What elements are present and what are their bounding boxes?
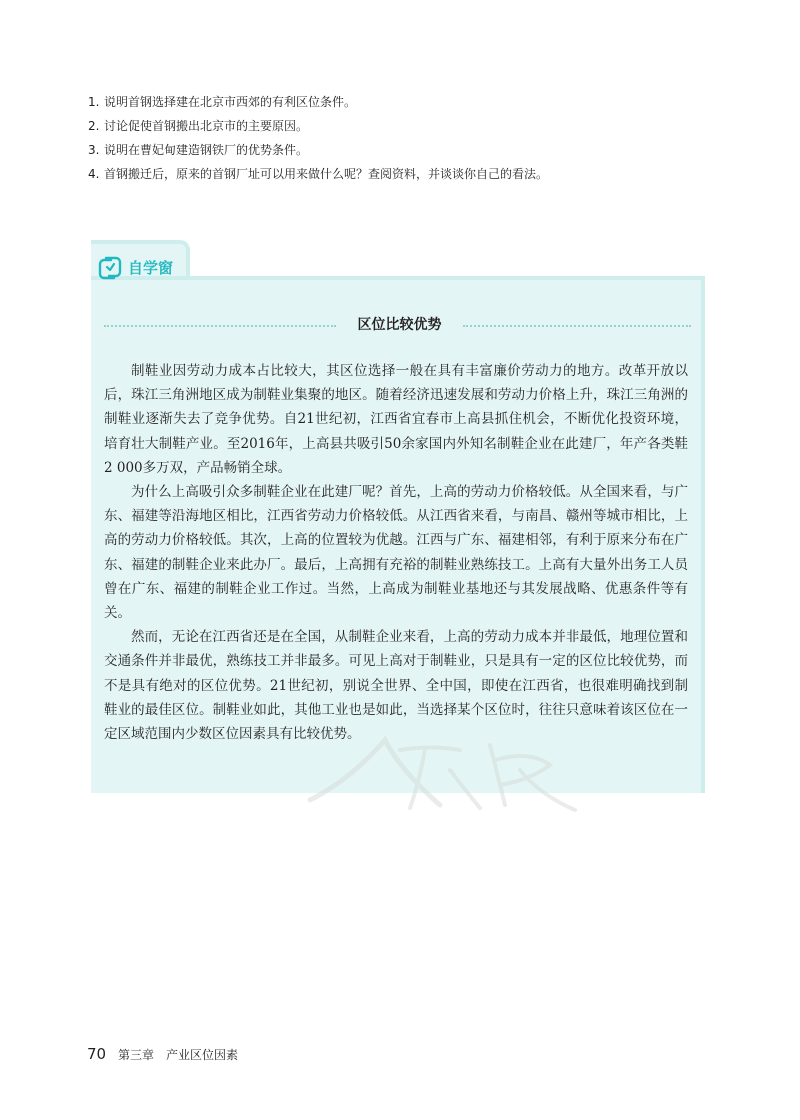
self-study-text: [104, 359, 688, 746]
question-text: 说明首钢选择建在北京市西郊的有利区位条件。: [104, 95, 357, 109]
question-item: [88, 162, 728, 186]
title-divider-right: [463, 325, 691, 327]
exercise-questions: [88, 90, 728, 186]
question-number: 4.: [88, 167, 100, 181]
question-text: 讨论促使首钢搬出北京市的主要原因。: [104, 119, 309, 133]
section-title: 区位比较优势: [357, 317, 442, 333]
self-study-icon: [97, 255, 123, 281]
page-number: 70: [87, 1045, 107, 1063]
self-study-label: 自学窗: [128, 259, 174, 277]
paragraph: 为什么上高吸引众多制鞋企业在此建厂呢？首先，上高的劳动力价格较低。从全国来看，与广东、福建等沿海地区相比，江西省劳动力价格较低。从江西省来看，与南昌、赣州等城市相比，上高的劳动力价格较低。其次，上高的位置较为优越。江西与广东、福建相邻，有利于原来分布在广东、福建的制鞋企业来此办厂。最后，上高拥有充裕的制鞋业熟练技工。上高有大量外出务工人员曾在广东、福建的制鞋企业工作过。当然，上高成为制鞋业基地还与其发展战略、优惠条件等有关。: [104, 484, 688, 622]
question-item: [88, 114, 728, 138]
question-number: 1.: [88, 95, 100, 109]
title-divider-left: [104, 325, 336, 327]
question-number: 3.: [88, 143, 100, 157]
question-text: 首钢搬迁后，原来的首钢厂址可以用来做什么呢？查阅资料，并谈谈你自己的看法。: [104, 167, 549, 181]
question-number: 2.: [88, 119, 100, 133]
paragraph: 制鞋业因劳动力成本占比较大，其区位选择一般在具有丰富廉价劳动力的地方。改革开放以后，珠江三角洲地区成为制鞋业集聚的地区。随着经济迅速发展和劳动力价格上升，珠江三角洲的制鞋业逐渐失去了竞争优势。自21世纪初，江西省宜春市上高县抓住机会，不断优化投资环境，培育壮大制鞋产业。至2016年，上高县共吸引50余家国内外知名制鞋企业在此建厂，年产各类鞋2 000多万双，产品畅销全球。: [104, 363, 688, 476]
question-item: [88, 90, 728, 114]
publisher-watermark: [290, 720, 590, 820]
chapter-title: 第三章 产业区位因素: [118, 1048, 239, 1062]
question-item: [88, 138, 728, 162]
question-text: 说明在曹妃甸建造钢铁厂的优势条件。: [104, 143, 309, 157]
paragraph: 然而，无论在江西省还是在全国，从制鞋企业来看，上高的劳动力成本并非最低，地理位置和交通条件并非最优，熟练技工并非最多。可见上高对于制鞋业，只是具有一定的区位比较优势，而不是具有绝对的区位优势。21世纪初，别说全世界、全中国，即使在江西省，也很难明确找到制鞋业的最佳区位。制鞋业如此，其他工业也是如此，当选择某个区位时，往往只意味着该区位在一定区域范围内少数区位因素具有比较优势。: [104, 629, 688, 743]
